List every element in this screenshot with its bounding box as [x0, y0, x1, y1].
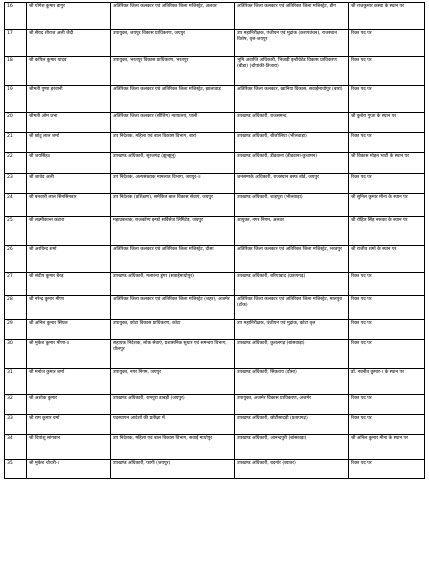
officer-name-cell: श्री अशोक कुमार: [27, 395, 111, 415]
remark-cell: डॉ. नवनीत कुमार-। के स्थान पर: [349, 369, 425, 395]
current-posting-cell: उपायुक्त, जयपुर विकास प्राधिकरण, जयपुर: [111, 30, 235, 57]
new-posting-cell: उपखण्ड अधिकारी, आनन्दपुरी (बांसवाड़ा): [235, 435, 349, 460]
table-row: [5, 194, 425, 217]
table-row: [5, 273, 425, 296]
officer-name-cell: श्री दिपांशु सांगवान: [27, 435, 111, 460]
remark-cell: श्री कुबेरा गुप्ता के स्थान पर: [349, 113, 425, 133]
current-posting-cell: उपायुक्त, नगर निगम, जयपुर: [111, 369, 235, 395]
officer-name-cell: श्रीमती पुष्पा हरवानी: [27, 86, 111, 113]
table-row: [5, 86, 425, 113]
officer-name-cell: श्री मुकेश चौधरी-।: [27, 460, 111, 479]
remark-cell: श्री अनिल कुमार मीना के स्थान पर: [349, 435, 425, 460]
serial-number-cell: 32: [5, 395, 27, 415]
current-posting-cell: उप निदेशक, महिला एवं बाल विकास विभाग, बारां: [111, 133, 235, 153]
officer-name-cell: श्री सैयद शीराज अली जैदी: [27, 30, 111, 57]
table-row: [5, 217, 425, 246]
new-posting-cell: आयुक्त, नगर निगम, अलवर: [235, 217, 349, 246]
serial-number-cell: 25: [5, 217, 27, 246]
officer-name-cell: श्री मनोज कुमार शर्मा: [27, 369, 111, 395]
new-posting-cell: जनसम्पर्क अधिकारी, राजस्थान बस्फ बोर्ड, जयपुर: [235, 174, 349, 194]
current-posting-cell: अतिरिक्त जिला कलक्टर एवं अतिरिक्त जिला मजिस्ट्रेट, अलवर: [111, 3, 235, 30]
officer-name-cell: श्री लक्ष्मीकान्त कटारा: [27, 217, 111, 246]
table-row: [5, 133, 425, 153]
remark-cell: रिक्त पद पर: [349, 320, 425, 340]
table-row: [5, 395, 425, 415]
serial-number-cell: 24: [5, 194, 27, 217]
officer-name-cell: श्री जावेद अली: [27, 174, 111, 194]
remark-cell: रिक्त पद पर: [349, 296, 425, 320]
serial-number-cell: 31: [5, 369, 27, 395]
current-posting-cell: महाप्रबन्धक, राजकॉम्प इन्फो सर्विसेज लिमिटेड, जयपुर: [111, 217, 235, 246]
remark-cell: रिक्त पद पर: [349, 57, 425, 86]
serial-number-cell: 33: [5, 415, 27, 435]
remark-cell: श्री राजकुमार कस्वा के स्थान पर: [349, 3, 425, 30]
officer-name-cell: श्री संदीप कुमार बैरड़: [27, 273, 111, 296]
serial-number-cell: 16: [5, 3, 27, 30]
new-posting-cell: उपखण्ड अधिकारी, शाहपुरा (भीलवाड़ा): [235, 194, 349, 217]
new-posting-cell: उपखण्ड अधिकारी, सिकराय (दौसा): [235, 369, 349, 395]
current-posting-cell: अतिरिक्त जिला कलक्टर एवं अतिरिक्त जिला मजिस्ट्रेट (शहर), अजमेर: [111, 296, 235, 320]
officer-name-cell: श्री राम कुमार वर्मा: [27, 415, 111, 435]
table-row: [5, 296, 425, 320]
officer-name-cell: श्री अनिल कुमार सिंघल: [27, 320, 111, 340]
current-posting-cell: अतिरिक्त जिला कलक्टर एवं अतिरिक्त जिला मजिस्ट्रेट, झालावाड़: [111, 86, 235, 113]
table-row: [5, 246, 425, 273]
table-row: [5, 415, 425, 435]
officer-name-cell: श्री छोटू लाल शर्मा: [27, 133, 111, 153]
remark-cell: रिक्त पद पर: [349, 30, 425, 57]
transfer-list-table: [4, 2, 425, 479]
new-posting-cell: उपखण्ड अधिकारी, डीडवाना (डीडवाना-कुचामन): [235, 153, 349, 174]
officer-name-cell: श्री अरविन्द शर्मा: [27, 246, 111, 273]
table-row: [5, 57, 425, 86]
current-posting-cell: पदस्थापन आदेशों की प्रतीक्षा में: [111, 415, 235, 435]
table-row: [5, 460, 425, 479]
table-row: [5, 153, 425, 174]
new-posting-cell: उपखण्ड अधिकारी, बरियाबाद (प्रतापगढ़): [235, 273, 349, 296]
current-posting-cell: उपखण्ड अधिकारी, सूरजगढ़ (झुन्झुनू): [111, 153, 235, 174]
table-row: [5, 174, 425, 194]
serial-number-cell: 30: [5, 340, 27, 369]
new-posting-cell: उपखण्ड अधिकारी, बदनोर (ब्यावर): [235, 460, 349, 479]
table-row: [5, 113, 425, 133]
serial-number-cell: 18: [5, 57, 27, 86]
new-posting-cell: उपखण्ड अधिकारी, छोटीसादड़ी (प्रतापगढ़): [235, 415, 349, 435]
new-posting-cell: अतिरिक्त जिला कलक्टर एवं अतिरिक्त जिला मजिस्ट्रेट, भरतपुर: [235, 246, 349, 273]
current-posting-cell: उपायुक्त, कोटा विकास प्राधिकरण, कोटा: [111, 320, 235, 340]
serial-number-cell: 22: [5, 153, 27, 174]
serial-number-cell: 29: [5, 320, 27, 340]
serial-number-cell: 35: [5, 460, 27, 479]
current-posting-cell: उप निदेशक (प्रशिक्षण), समेकित बाल विकास सेवाएं, जयपुर: [111, 194, 235, 217]
remark-cell: रिक्त पद पर: [349, 174, 425, 194]
current-posting-cell: उप निदेशक, अल्पसंख्यक मामलात विभाग, जयपुर-॥: [111, 174, 235, 194]
new-posting-cell: उप महानिरीक्षक, पंजीयन एवं मुद्रांक (करापवंचन), राजस्थान विशेष, वृत्त-जयपुर: [235, 30, 349, 57]
officer-name-cell: श्री कपिल कुमार यादव: [27, 57, 111, 86]
remark-cell: रिक्त पद पर: [349, 86, 425, 113]
new-posting-cell: उपायुक्त, अजमेर विकास प्राधिकरण, अजमेर: [235, 395, 349, 415]
remark-cell: श्री सुनिल कुमार मीना के स्थान पर: [349, 194, 425, 217]
serial-number-cell: 27: [5, 273, 27, 296]
serial-number-cell: 19: [5, 86, 27, 113]
table-row: [5, 435, 425, 460]
current-posting-cell: उपखण्ड अधिकारी, रामपुरा डाबड़ी (जयपुर): [111, 395, 235, 415]
table-row: [5, 369, 425, 395]
table-row: [5, 3, 425, 30]
officer-name-cell: श्री बनवारी लाल सिनसिनवार: [27, 194, 111, 217]
remark-cell: श्री राजीव शर्मा के स्थान पर: [349, 246, 425, 273]
current-posting-cell: अतिरिक्त जिला कलक्टर एवं अतिरिक्त जिला मजिस्ट्रेट, दौसा: [111, 246, 235, 273]
serial-number-cell: 23: [5, 174, 27, 194]
officer-name-cell: श्री मुकेश कुमार मीणा-॥: [27, 340, 111, 369]
table-row: [5, 340, 425, 369]
serial-number-cell: 28: [5, 296, 27, 320]
remark-cell: श्री विकास मोहन भाटी के स्थान पर: [349, 153, 425, 174]
new-posting-cell: भूमि अवाप्ति अधिकारी, भिवाड़ी इन्टीग्रेटेड विकास प्राधिकरण (बीडा) (चौपांकी-तिजारा): [235, 57, 349, 86]
current-posting-cell: सहायक निदेशक, लोक सेवाएं, प्रशासनिक सुधार एवं समन्वय विभाग, धौलपुर: [111, 340, 235, 369]
serial-number-cell: 34: [5, 435, 27, 460]
new-posting-cell: उपखण्ड अधिकारी, बीजोलिया (भीलवाड़ा): [235, 133, 349, 153]
serial-number-cell: 17: [5, 30, 27, 57]
remark-cell: रिक्त पद पर: [349, 340, 425, 369]
new-posting-cell: अतिरिक्त जिला कलक्टर एवं अतिरिक्त जिला मजिस्ट्रेट, डीग: [235, 3, 349, 30]
officer-name-cell: श्री योगेश कुमार डागुर: [27, 3, 111, 30]
serial-number-cell: 26: [5, 246, 27, 273]
current-posting-cell: उपखण्ड अधिकारी, फागी (जयपुर): [111, 460, 235, 479]
officer-name-cell: श्री जयसिंह॥: [27, 153, 111, 174]
new-posting-cell: अतिरिक्त जिला कलक्टर एवं अतिरिक्त जिला मजिस्ट्रेट, मालपुरा (टोंक): [235, 296, 349, 320]
remark-cell: रिक्त पद पर: [349, 273, 425, 296]
remark-cell: श्री रोहित सिंह नरूका के स्थान पर: [349, 217, 425, 246]
remark-cell: रिक्त पद पर: [349, 460, 425, 479]
table-row: [5, 320, 425, 340]
officer-name-cell: श्रीमती ओम प्रभा: [27, 113, 111, 133]
serial-number-cell: 21: [5, 133, 27, 153]
officer-name-cell: श्री नरेन्द्र कुमार मीणा: [27, 296, 111, 320]
new-posting-cell: उपखण्ड अधिकारी, राजसमन्द: [235, 113, 349, 133]
table-row: [5, 30, 425, 57]
serial-number-cell: 20: [5, 113, 27, 133]
new-posting-cell: अतिरिक्त जिला कलक्टर, खानिया विकास, सवाईमाधोपुर (बारां): [235, 86, 349, 113]
remark-cell: रिक्त पद पर: [349, 133, 425, 153]
transfer-list-body: [5, 3, 425, 479]
remark-cell: रिक्त पद पर: [349, 395, 425, 415]
new-posting-cell: उपखण्ड अधिकारी, कुशलगढ़ (बांसवाड़ा): [235, 340, 349, 369]
new-posting-cell: उप महानिरीक्षक, पंजीयन एवं मुद्रांक, कोटा वृत्त: [235, 320, 349, 340]
current-posting-cell: उप निदेशक, महिला एवं बाल विकास विभाग, सवाई माधोपुर: [111, 435, 235, 460]
current-posting-cell: उपायुक्त, भरतपुर विकास प्राधिकरण, भरतपुर: [111, 57, 235, 86]
current-posting-cell: उपखण्ड अधिकारी, मलारना डूंगर (सवाईमाधोपुर): [111, 273, 235, 296]
current-posting-cell: अतिरिक्त जिला कलक्टर (सीलिंग) न्यायालय, पाली: [111, 113, 235, 133]
remark-cell: रिक्त पद पर: [349, 415, 425, 435]
